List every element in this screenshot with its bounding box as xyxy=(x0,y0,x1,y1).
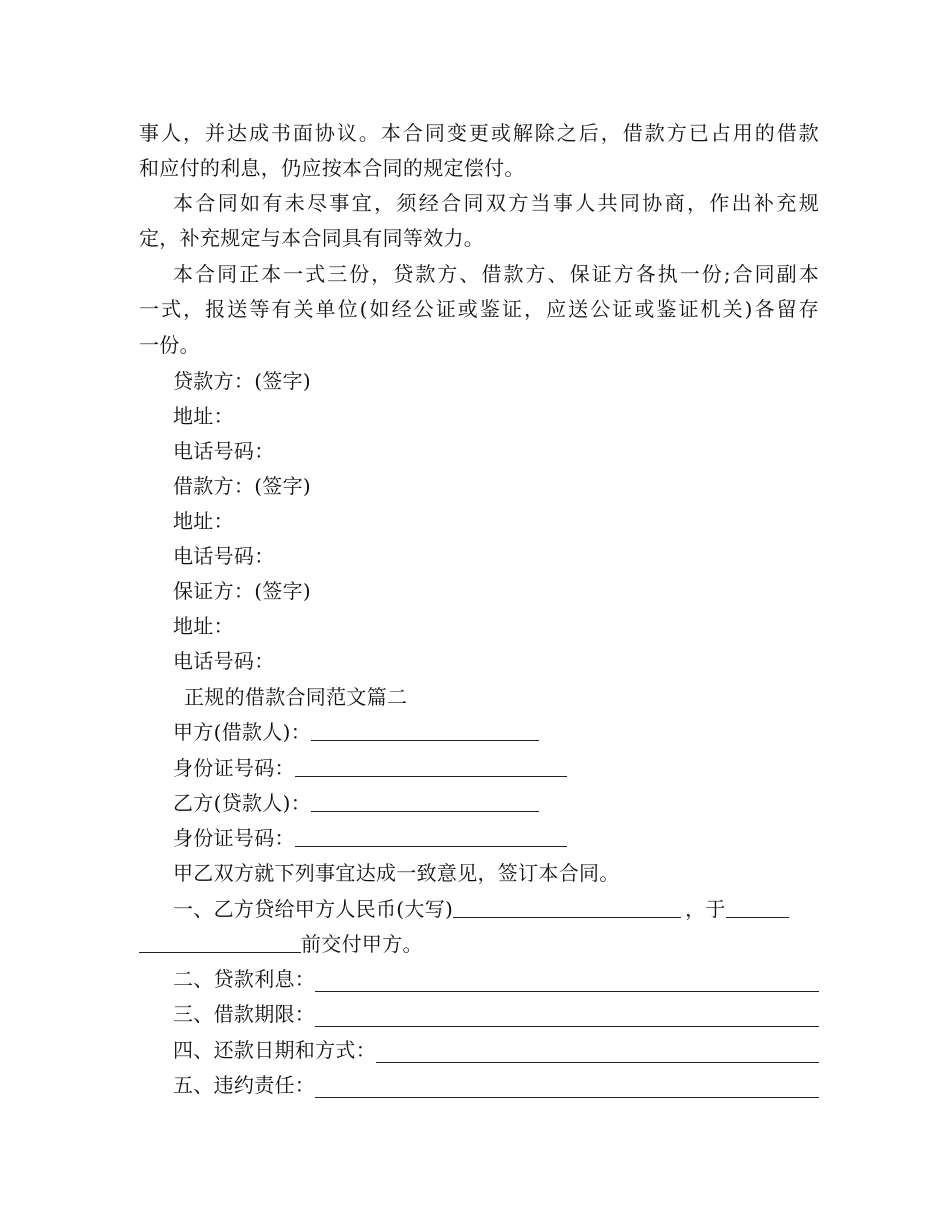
clause-2-row xyxy=(173,967,819,991)
party-b-blank xyxy=(311,791,539,812)
party-b-row xyxy=(173,791,853,815)
party-a-blank xyxy=(311,720,539,741)
party-a-id-row xyxy=(173,756,853,780)
clause-1-amount-blank xyxy=(453,897,681,918)
agreement-intro: 甲乙双方就下列事宜达成一致意见，签订本合同。 xyxy=(173,861,620,885)
party-a-label: 甲方(借款人)： xyxy=(173,720,312,744)
clause-1-date-blank-cont xyxy=(139,932,301,953)
paragraph-line: 一份。 xyxy=(139,333,200,357)
paragraph-line: 本合同如有未尽事宜，须经合同双方当事人共同协商，作出补充规 xyxy=(173,191,819,215)
paragraph-line: 本合同正本一式三份，贷款方、借款方、保证方各执一份;合同副本 xyxy=(173,262,819,286)
borrower-signature-label: 借款方：(签字) xyxy=(173,474,312,498)
clause-5-label: 五、违约责任： xyxy=(173,1073,316,1097)
clause-2-label: 二、贷款利息： xyxy=(173,967,316,991)
borrower-phone-label: 电话号码： xyxy=(173,544,275,568)
clause-1-row-cont xyxy=(139,932,819,956)
party-b-label: 乙方(贷款人)： xyxy=(173,791,312,815)
paragraph-line: 定，补充规定与本合同具有同等效力。 xyxy=(139,226,485,250)
clause-3-blank xyxy=(315,1006,819,1027)
clause-1-end: 前交付甲方。 xyxy=(301,932,423,956)
paragraph-line: 事人，并达成书面协议。本合同变更或解除之后，借款方已占用的借款 xyxy=(139,121,819,145)
party-a-id-blank xyxy=(295,756,567,777)
clause-1-text: 一、乙方贷给甲方人民币(大写) xyxy=(173,897,454,921)
clause-3-row xyxy=(173,1002,819,1026)
clause-5-row xyxy=(173,1073,819,1097)
clause-1-mid: ，于 xyxy=(685,897,726,921)
clause-1-date-blank xyxy=(726,897,789,918)
paragraph-line: 一式，报送等有关单位(如经公证或鉴证，应送公证或鉴证机关)各留存 xyxy=(139,297,819,321)
party-a-id-label: 身份证号码： xyxy=(173,756,295,780)
section-title: 正规的借款合同范文篇二 xyxy=(184,685,408,709)
party-a-row xyxy=(173,720,853,744)
clause-3-label: 三、借款期限： xyxy=(173,1002,316,1026)
lender-signature-label: 贷款方：(签字) xyxy=(173,369,312,393)
paragraph-line: 和应付的利息，仍应按本合同的规定偿付。 xyxy=(139,156,525,180)
clause-4-blank xyxy=(376,1042,819,1063)
lender-phone-label: 电话号码： xyxy=(173,439,275,463)
party-b-id-row xyxy=(173,826,853,850)
party-b-id-label: 身份证号码： xyxy=(173,826,295,850)
borrower-address-label: 地址： xyxy=(173,509,234,533)
clause-1-row xyxy=(173,897,819,921)
lender-address-label: 地址： xyxy=(173,404,234,428)
party-b-id-blank xyxy=(295,826,567,847)
guarantor-address-label: 地址： xyxy=(173,614,234,638)
clause-5-blank xyxy=(315,1077,819,1098)
guarantor-phone-label: 电话号码： xyxy=(173,649,275,673)
clause-4-row xyxy=(173,1038,819,1062)
clause-2-blank xyxy=(315,971,819,992)
clause-4-label: 四、还款日期和方式： xyxy=(173,1038,376,1062)
guarantor-signature-label: 保证方：(签字) xyxy=(173,579,312,603)
